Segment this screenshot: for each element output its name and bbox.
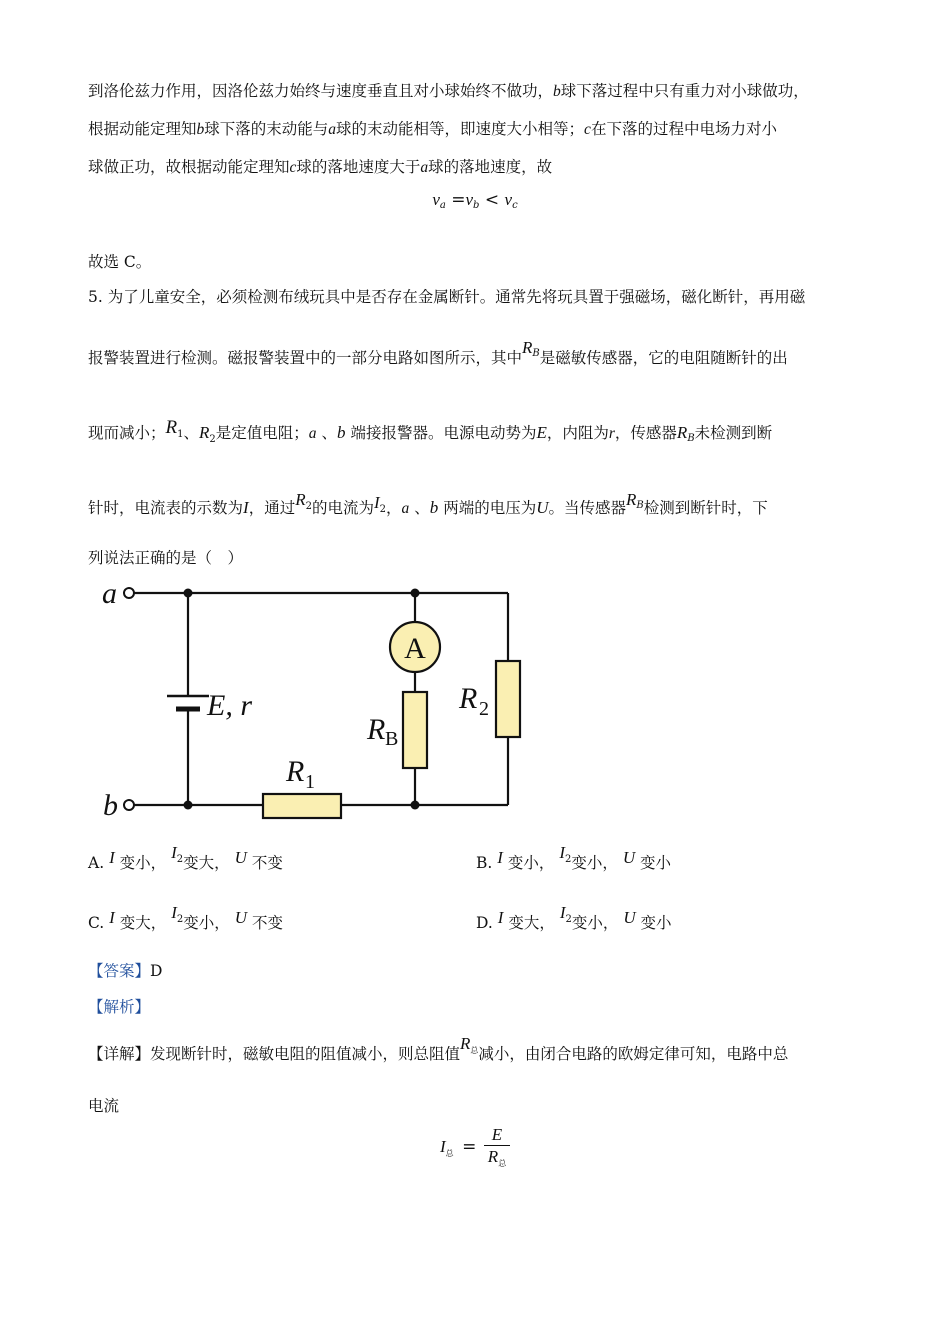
- text-line: 球做正功，故根据动能定理知c球的落地速度大于a球的落地速度，故: [88, 158, 553, 176]
- answer-line: [88, 960, 162, 982]
- r1-label-sub: 1: [305, 771, 315, 793]
- document-page: 到洛伦兹力作用，因洛伦兹力始终与速度垂直且对小球始终不做功，b球下落过程中只有重力对小球做功， 根据动能定理知b球下落的末动能与a球的末动能相等，即速度大小相等；c在下落的过程中电场力对小 球做正功，故根据动能定理知c球的落地速度大于a球的落地速度，故 $v_a =v_b < v_c$ 故选 C。 5. 为了儿童安全，必须检测布绒玩具中是否存在金属断针。通常先将玩具置于强磁场，磁化断针，再用磁 报警装置进行检测。磁报警装置中的一部分电路如图所示，其中$R_B$是磁敏传感器，它的电阻随断针的出 现而减小；$R_1$、$R_2$是定值电阻；a 、b 端接报警器。电源电动势为E，内阻为r，传感器$R_B$未检测到断 针时，电流表的示数为I，通过$R_2$的电流为$I_2$，a 、b 两端的电压为U。当传感器$R_B$检测到断针时，下 列说法正确的是（ ） A a b E, r R B R 2 R 1 A. I 变小， $I_2$变大， U 不变 B. I 变小， $I_2$变小， U 变小 C. I 变大， $I_2$变小， U 不变 D. I 变大， $I_2$变小， U 变小 【答案】D 【解析】 【详解】发现断针时，磁敏电阻的阻值减小，则总阻值$R_总$减小，由闭合电路的欧姆定律可知，电路中总 电流 $I_总$ = E $R_总$: [0, 0, 950, 1344]
- rb-label: R: [367, 713, 386, 746]
- junction-dot: [184, 589, 193, 598]
- rb-label-sub: B: [385, 728, 399, 750]
- text-line: 到洛伦兹力作用，因洛伦兹力始终与速度垂直且对小球始终不做功，b球下落过程中只有重力对小球做功，: [88, 82, 809, 100]
- junction-dot: [411, 589, 420, 598]
- option-b[interactable]: B. I 变小， $I_2$变小， U 变小: [476, 843, 672, 872]
- terminal-b: [124, 800, 134, 810]
- r1-label: R: [286, 755, 305, 788]
- answer-tag: 【答案】: [88, 962, 151, 980]
- source-label: E, r: [207, 689, 252, 722]
- question-text: 针时，电流表的示数为I，通过$R_2$的电流为$I_2$，a 、b 两端的电压为U。当传感器$R_B$检测到断针时，下: [88, 490, 768, 517]
- terminal-b-label: b: [103, 789, 118, 822]
- conclusion-text: 故选 C。: [88, 253, 152, 271]
- option-a[interactable]: A. I 变小， $I_2$变大， U 不变: [88, 843, 283, 872]
- question-text: 现而减小；$R_1$、$R_2$是定值电阻；a 、b 端接报警器。电源电动势为E，内阻为r，传感器$R_B$未检测到断: [88, 417, 773, 445]
- junction-dot: [411, 801, 420, 810]
- option-d[interactable]: D. I 变大， $I_2$变小， U 变小: [476, 903, 672, 932]
- question-text: 5. 为了儿童安全，必须检测布绒玩具中是否存在金属断针。通常先将玩具置于强磁场，磁化断针，再用磁: [88, 288, 806, 306]
- ammeter-label: A: [404, 632, 426, 665]
- text-line: 根据动能定理知b球下落的末动能与a球的末动能相等，即速度大小相等；c在下落的过程中电场力对小: [88, 120, 777, 138]
- junction-dot: [184, 801, 193, 810]
- detail-text: 电流: [88, 1097, 120, 1115]
- detail-text: 【详解】发现断针时，磁敏电阻的阻值减小，则总阻值$R_总$减小，由闭合电路的欧姆定律可知，电路中总: [88, 1034, 789, 1063]
- terminal-a: [124, 588, 134, 598]
- terminal-a-label: a: [102, 577, 117, 610]
- resistor-rb: [403, 692, 427, 768]
- resistor-r2: [496, 661, 520, 737]
- r2-label-sub: 2: [479, 698, 489, 720]
- r2-label: R: [459, 682, 478, 715]
- velocity-formula: $v_a =v_b < v_c$: [432, 190, 518, 211]
- answer-value: D: [150, 962, 163, 980]
- analysis-tag: 【解析】: [88, 998, 151, 1016]
- resistor-r1: [263, 794, 341, 818]
- circuit-diagram: [95, 575, 525, 825]
- question-text: 报警装置进行检测。磁报警装置中的一部分电路如图所示，其中$R_B$是磁敏传感器，它的电阻随断针的出: [88, 338, 788, 367]
- question-text: 列说法正确的是（ ）: [88, 549, 244, 567]
- option-c[interactable]: C. I 变大， $I_2$变小， U 不变: [88, 903, 283, 932]
